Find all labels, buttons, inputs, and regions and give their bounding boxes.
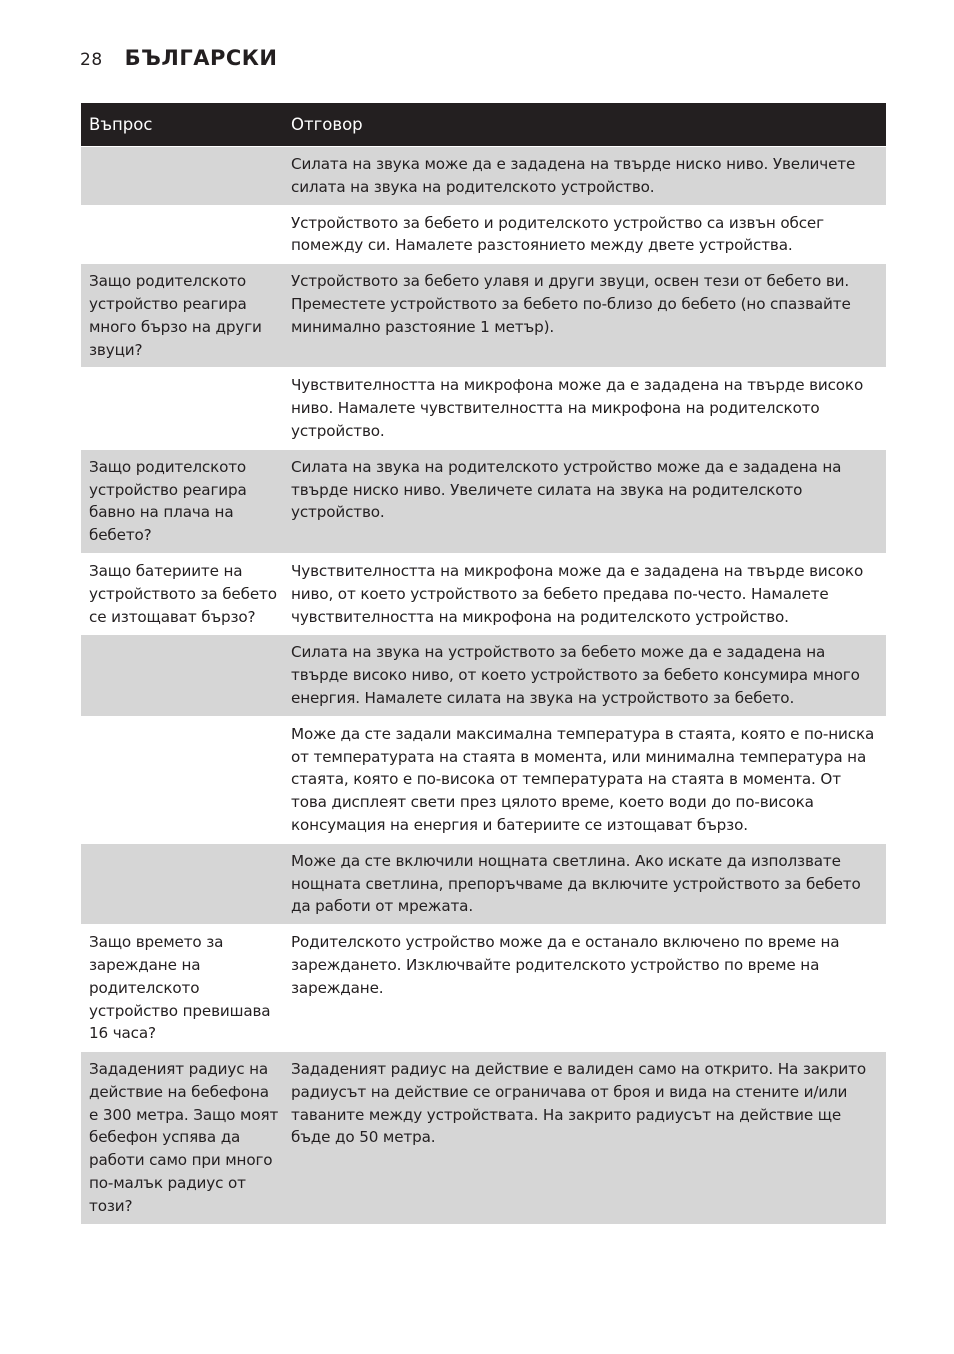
table-row [81, 368, 886, 449]
answer-cell: Силата на звука може да е зададена на твърде ниско ниво. Увеличете силата на звука на родителското устройство. [283, 147, 886, 206]
answer-cell: Устройството за бебето улавя и други звуци, освен тези от бебето ви. Преместете устройството за бебето по-близо до бебето (но спазвайте минимално разстояние 1 метър). [283, 264, 886, 368]
question-cell [81, 368, 283, 449]
table-row [81, 1052, 886, 1225]
table-row [81, 553, 886, 634]
question-cell [81, 205, 283, 264]
question-cell [81, 843, 283, 924]
table-row [81, 264, 886, 368]
table-row [81, 716, 886, 843]
page-number: 28 [80, 50, 103, 70]
question-cell [81, 635, 283, 716]
question-cell: Зададеният радиус на действие на бебефона е 300 метра. Защо моят бебефон успява да работи само при много по-малък радиус от този? [81, 1052, 283, 1225]
troubleshooting-table [81, 103, 886, 1225]
answer-cell: Родителското устройство може да е останало включено по време на зареждането. Изключвайте родителското устройство по време на зареждане. [283, 925, 886, 1052]
question-cell: Защо родителското устройство реагира бавно на плача на бебето? [81, 449, 283, 553]
table-body [81, 147, 886, 1225]
question-cell [81, 147, 283, 206]
question-column-header: Въпрос [81, 103, 283, 147]
table-row [81, 843, 886, 924]
answer-cell: Силата на звука на родителското устройство може да е зададена на твърде ниско ниво. Увеличете силата на звука на родителското устройство. [283, 449, 886, 553]
answer-column-header: Отговор [283, 103, 886, 147]
page-language-title: БЪЛГАРСКИ [124, 46, 278, 70]
answer-cell: Силата на звука на устройството за бебето може да е зададена на твърде високо ниво, от което устройството за бебето консумира много енергия. Намалете силата на звука на устройството за бебето. [283, 635, 886, 716]
question-cell [81, 716, 283, 843]
table-header-row [81, 103, 886, 147]
table-row [81, 635, 886, 716]
question-cell: Защо родителското устройство реагира много бързо на други звуци? [81, 264, 283, 368]
answer-cell: Може да сте задали максимална температура в стаята, която е по-ниска от температурата на стаята в момента, или минимална температура на стаята, която е по-висока от температурата на стаята в момента. От това дисплеят свети през цялото време, което води до по-висока консумация на енергия и батериите се изтощават бързо. [283, 716, 886, 843]
answer-cell: Чувствителността на микрофона може да е зададена на твърде високо ниво, от което устройството за бебето предава по-често. Намалете чувствителността на микрофона на родителското устройство. [283, 553, 886, 634]
table-row [81, 925, 886, 1052]
answer-cell: Може да сте включили нощната светлина. Ако искате да използвате нощната светлина, препоръчваме да включите устройството за бебето да работи от мрежата. [283, 843, 886, 924]
page-header [80, 46, 278, 70]
table-row [81, 205, 886, 264]
table-row [81, 449, 886, 553]
answer-cell: Зададеният радиус на действие е валиден само на открито. На закрито радиусът на действие се ограничава от броя и вида на стените и/или таваните между устройствата. На закрито радиусът на действие ще бъде до 50 метра. [283, 1052, 886, 1225]
table-row [81, 147, 886, 206]
answer-cell: Устройството за бебето и родителското устройство са извън обсег помежду си. Намалете разстоянието между двете устройства. [283, 205, 886, 264]
question-cell: Защо батериите на устройството за бебето се изтощават бързо? [81, 553, 283, 634]
answer-cell: Чувствителността на микрофона може да е зададена на твърде високо ниво. Намалете чувствителността на микрофона на родителското устройство. [283, 368, 886, 449]
question-cell: Защо времето за зареждане на родителското устройство превишава 16 часа? [81, 925, 283, 1052]
